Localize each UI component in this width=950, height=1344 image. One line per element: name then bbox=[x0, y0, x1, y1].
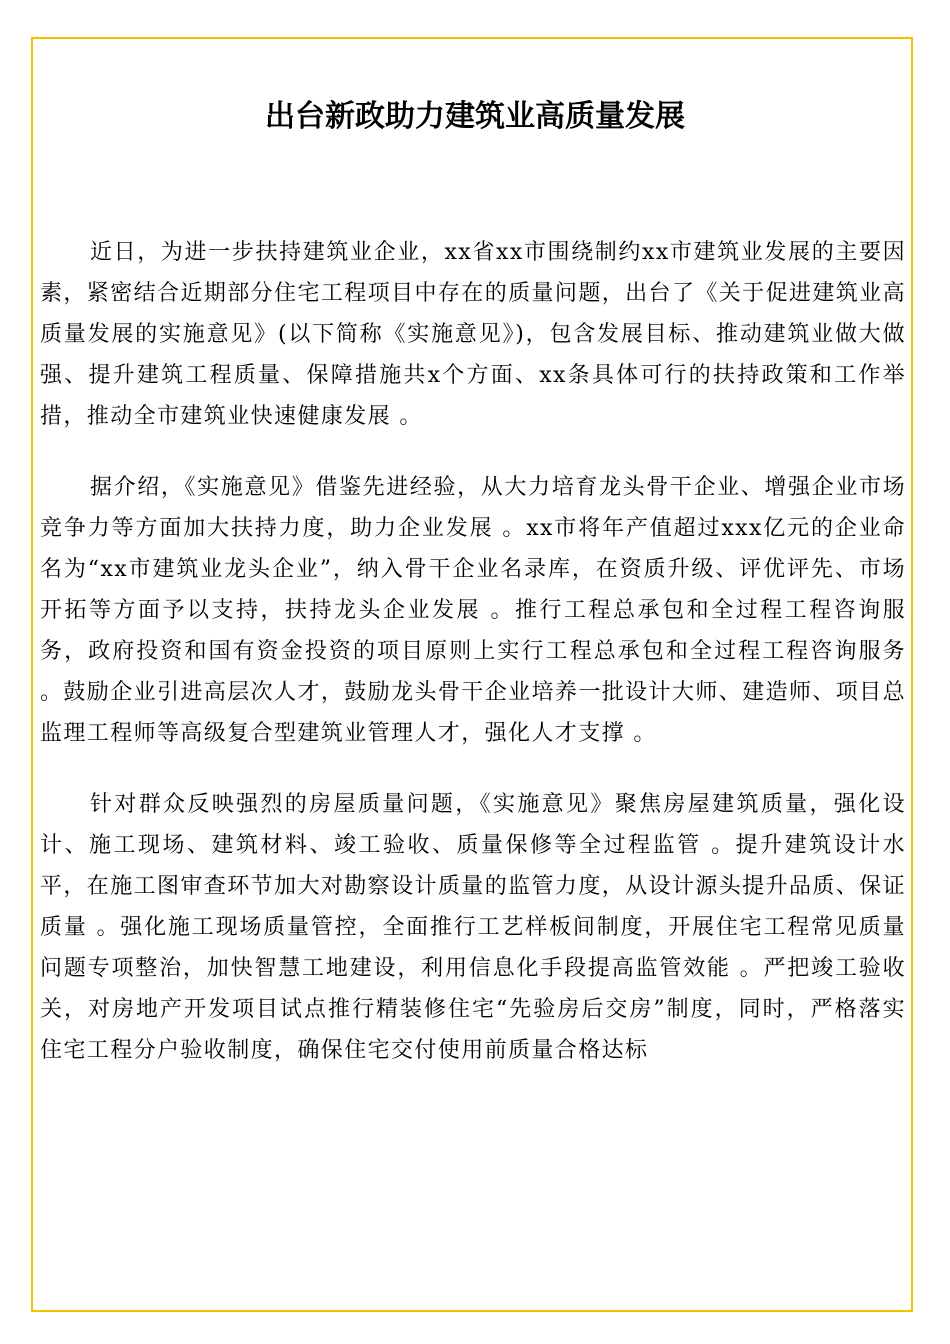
paragraph-1: 近日，为进一步扶持建筑业企业，xx省xx市围绕制约xx市建筑业发展的主要因素，紧密结合近期部分住宅工程项目中存在的质量问题，出台了《关于促进建筑业高质量发展的实施意见》(以下简称《实施意见》)，包含发展目标、推动建筑业做大做强、提升建筑工程质量、保障措施共x个方面、xx条具体可行的扶持政策和工作举措，推动全市建筑业快速健康发展 。 bbox=[40, 240, 906, 429]
document-title: 出台新政助力建筑业高质量发展 bbox=[265, 99, 685, 134]
document-body bbox=[40, 232, 906, 1101]
paragraph-3: 针对群众反映强烈的房屋质量问题，《实施意见》聚焦房屋建筑质量，强化设计、施工现场、建筑材料、竣工验收、质量保修等全过程监管 。提升建筑设计水平，在施工图审查环节加大对勘察设计质量的监管力度，从设计源头提升品质、保证质量 。强化施工现场质量管控，全面推行工艺样板间制度，开展住宅工程常见质量问题专项整治，加快智慧工地建设，利用信息化手段提高监管效能 。严把竣工验收关，对房地产开发项目试点推行精装修住宅“先验房后交房”制度，同时，严格落实住宅工程分户验收制度，确保住宅交付使用前质量合格达标 bbox=[40, 792, 906, 1063]
paragraph-2: 据介绍，《实施意见》借鉴先进经验，从大力培育龙头骨干企业、增强企业市场竞争力等方面加大扶持力度，助力企业发展 。xx市将年产值超过xxx亿元的企业命名为“xx市建筑业龙头企业”，纳入骨干企业名录库，在资质升级、评优评先、市场开拓等方面予以支持，扶持龙头企业发展 。推行工程总承包和全过程工程咨询服务，政府投资和国有资金投资的项目原则上实行工程总承包和全过程工程咨询服务 。鼓励企业引进高层次人才，鼓励龙头骨干企业培养一批设计大师、建造师、项目总监理工程师等高级复合型建筑业管理人才，强化人才支撑 。 bbox=[40, 475, 906, 746]
